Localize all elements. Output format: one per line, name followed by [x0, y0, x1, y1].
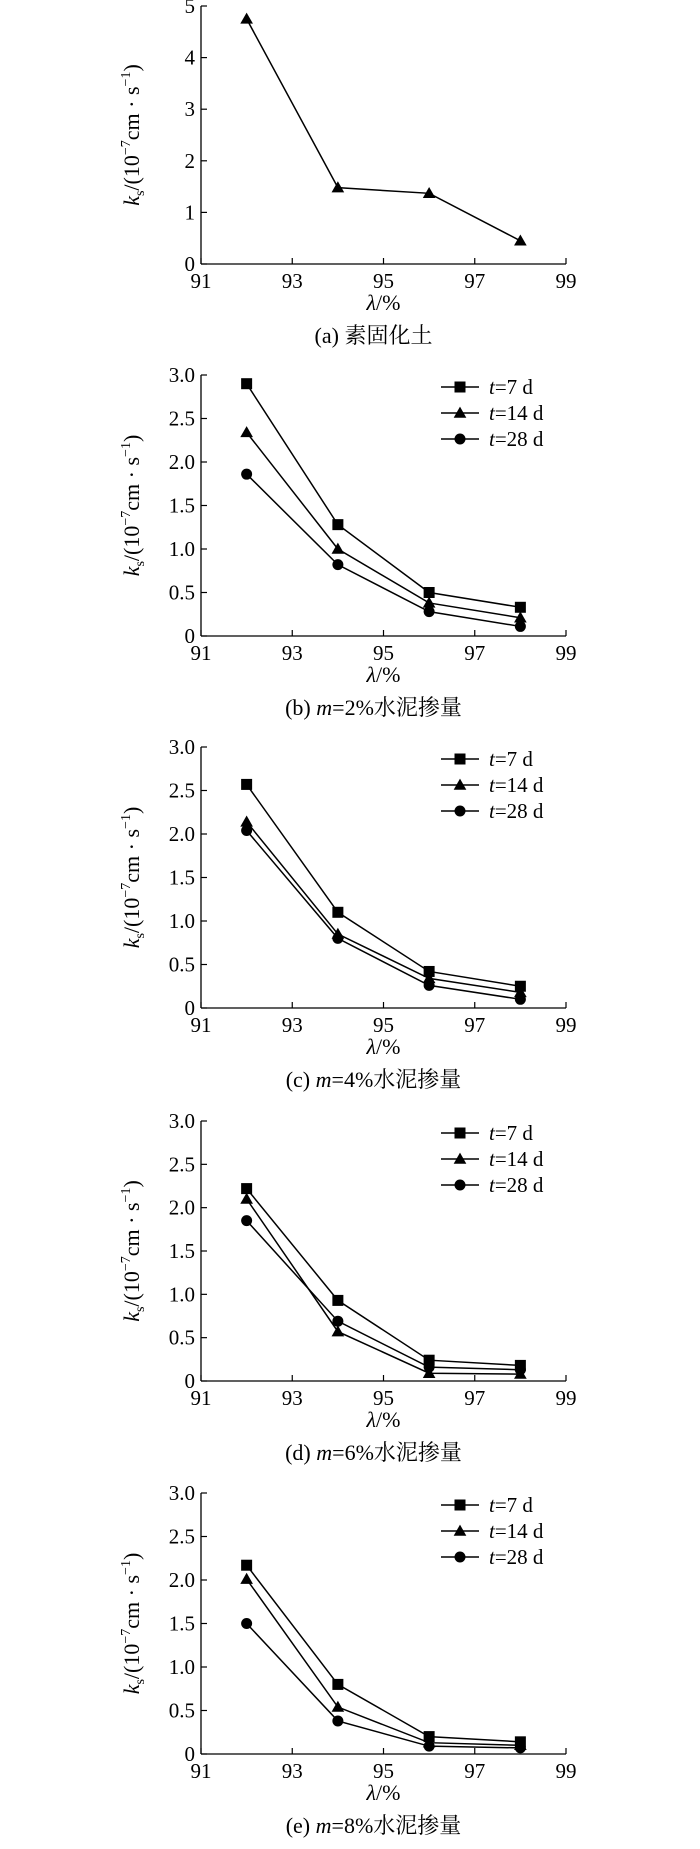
- chart-panel-4: [119, 1481, 577, 1838]
- x-tick-label: 97: [464, 269, 486, 293]
- panel-caption: (e) m=8%水泥掺量: [285, 1813, 462, 1838]
- x-tick-label: 91: [190, 1759, 212, 1783]
- y-tick-label: 1.5: [168, 1239, 195, 1263]
- y-tick-label: 0: [184, 252, 195, 276]
- y-tick-label: 1.5: [168, 493, 195, 518]
- data-point-1-1: [332, 1325, 345, 1336]
- y-tick-label: 1.0: [168, 1282, 195, 1307]
- data-point-0-0: [241, 1183, 252, 1194]
- y-tick-label: 0.5: [168, 1698, 195, 1723]
- y-axis-title: $k_s/(10^{-7}cm \cdot s^{-1})$: [119, 64, 148, 206]
- y-tick-label: 2.5: [168, 406, 195, 431]
- chart-panel-3: [119, 1109, 577, 1465]
- x-tick-label: 99: [555, 1013, 577, 1037]
- legend-marker: [455, 434, 466, 445]
- data-point-2-3: [515, 994, 526, 1005]
- y-tick-label: 2.0: [168, 822, 195, 846]
- y-tick-label: 1.5: [168, 1611, 195, 1636]
- data-point-1-2: [423, 597, 436, 608]
- x-axis-title: λ/%: [366, 1407, 401, 1432]
- data-point-2-1: [332, 1715, 343, 1726]
- y-tick-label: 2.5: [168, 778, 195, 803]
- y-tick-label: 5: [184, 0, 195, 18]
- y-tick-label: 1.0: [168, 909, 195, 933]
- y-tick-label: 3: [184, 97, 195, 122]
- y-tick-label: 0.5: [168, 952, 195, 977]
- legend-label: t=14 d: [489, 1147, 544, 1171]
- legend-label: t=28 d: [489, 1173, 544, 1197]
- x-tick-label: 99: [555, 1386, 577, 1410]
- x-tick-label: 99: [555, 641, 577, 665]
- y-tick-label: 2.0: [168, 450, 195, 474]
- data-point-2-2: [424, 980, 435, 991]
- data-point-2-0: [241, 469, 252, 480]
- data-point-1-0: [240, 426, 253, 437]
- legend-marker: [455, 1128, 466, 1139]
- series-line-0: [247, 1189, 521, 1366]
- x-axis-title: λ/%: [366, 290, 401, 315]
- y-tick-label: 0: [184, 1742, 195, 1766]
- legend-marker: [455, 806, 466, 817]
- y-tick-label: 2.0: [168, 1195, 195, 1220]
- legend-label: t=14 d: [489, 401, 544, 425]
- legend-marker: [455, 1552, 466, 1563]
- legend-label: t=7 d: [489, 747, 533, 771]
- data-point-0-3: [515, 602, 526, 613]
- data-point-1-1: [332, 1701, 345, 1712]
- y-tick-label: 3.0: [168, 363, 195, 387]
- y-tick-label: 1: [184, 200, 195, 225]
- legend-label: t=28 d: [489, 427, 544, 451]
- data-point-2-1: [332, 1316, 343, 1327]
- x-tick-label: 95: [373, 641, 394, 665]
- series-line-1: [247, 1579, 521, 1745]
- data-point-2-1: [332, 559, 343, 570]
- legend-label: t=7 d: [489, 375, 533, 399]
- x-tick-label: 97: [464, 641, 486, 665]
- x-axis-title: λ/%: [366, 1780, 401, 1805]
- x-tick-label: 93: [281, 641, 303, 665]
- x-tick-label: 91: [190, 1386, 212, 1410]
- y-tick-label: 3.0: [168, 1481, 195, 1505]
- legend-label: t=7 d: [489, 1121, 533, 1145]
- x-axis-title: λ/%: [366, 662, 401, 687]
- x-tick-label: 91: [190, 269, 212, 293]
- x-tick-label: 95: [373, 1759, 394, 1783]
- data-point-2-2: [424, 1362, 435, 1373]
- y-tick-label: 0.5: [168, 580, 195, 605]
- series-line-0: [247, 384, 521, 608]
- x-tick-label: 91: [190, 1013, 212, 1037]
- data-point-0-1: [332, 181, 345, 192]
- data-point-2-0: [241, 1618, 252, 1629]
- data-point-0-0: [240, 13, 253, 24]
- x-tick-label: 97: [464, 1386, 486, 1410]
- y-axis-title: $k_s/(10^{-7}cm \cdot s^{-1})$: [119, 1552, 148, 1695]
- x-tick-label: 93: [281, 269, 303, 293]
- y-tick-label: 0: [184, 624, 195, 648]
- y-tick-label: 3.0: [168, 735, 195, 759]
- series-line-1: [247, 1199, 521, 1374]
- data-point-1-0: [240, 1573, 253, 1584]
- legend-marker: [454, 1525, 467, 1536]
- legend-marker: [454, 779, 467, 790]
- legend-marker: [455, 1500, 466, 1511]
- data-point-2-0: [241, 825, 252, 836]
- legend-label: t=28 d: [489, 799, 544, 823]
- data-point-0-2: [424, 587, 435, 598]
- y-tick-label: 2: [184, 148, 195, 173]
- y-tick-label: 1.5: [168, 865, 195, 890]
- x-tick-label: 95: [373, 1386, 394, 1410]
- x-axis-title: λ/%: [366, 1034, 401, 1059]
- y-tick-label: 1.0: [168, 1655, 195, 1679]
- x-tick-label: 93: [281, 1013, 303, 1037]
- data-point-0-1: [332, 907, 343, 918]
- y-tick-label: 2.5: [168, 1524, 195, 1549]
- y-tick-label: 4: [184, 45, 195, 70]
- series-line-1: [247, 822, 521, 993]
- x-tick-label: 95: [373, 1013, 394, 1037]
- y-axis-title: $k_s/(10^{-7}cm \cdot s^{-1})$: [119, 1180, 148, 1322]
- series-line-0: [247, 1565, 521, 1742]
- x-tick-label: 97: [464, 1759, 486, 1783]
- y-axis-title: $k_s/(10^{-7}cm \cdot s^{-1})$: [119, 434, 148, 577]
- x-tick-label: 93: [281, 1759, 303, 1783]
- chart-panel-2: [119, 735, 577, 1092]
- y-tick-label: 3.0: [168, 1109, 195, 1133]
- legend-marker: [455, 754, 466, 765]
- series-line-2: [247, 474, 521, 626]
- data-point-2-3: [515, 1742, 526, 1753]
- legend-label: t=14 d: [489, 773, 544, 797]
- x-tick-label: 99: [555, 269, 577, 293]
- legend-label: t=7 d: [489, 1493, 533, 1517]
- data-point-0-0: [241, 1560, 252, 1571]
- data-point-0-1: [332, 519, 343, 530]
- chart-panel-1: [119, 363, 577, 720]
- panel-caption: (d) m=6%水泥掺量: [285, 1440, 462, 1465]
- x-tick-label: 95: [373, 269, 394, 293]
- legend-label: t=14 d: [489, 1519, 544, 1543]
- series-line-2: [247, 1221, 521, 1370]
- x-tick-label: 97: [464, 1013, 486, 1037]
- data-point-2-1: [332, 933, 343, 944]
- data-point-0-1: [332, 1679, 343, 1690]
- data-point-2-2: [424, 606, 435, 617]
- y-tick-label: 0: [184, 996, 195, 1020]
- y-tick-label: 1.0: [168, 537, 195, 561]
- y-tick-label: 0.5: [168, 1325, 195, 1350]
- x-tick-label: 99: [555, 1759, 577, 1783]
- legend-label: t=28 d: [489, 1545, 544, 1569]
- data-point-0-0: [241, 779, 252, 790]
- panel-caption: (a) 素固化土: [314, 323, 433, 348]
- data-point-2-0: [241, 1215, 252, 1226]
- legend-marker: [454, 407, 467, 418]
- legend-marker: [454, 1153, 467, 1164]
- series-line-2: [247, 1624, 521, 1748]
- legend-marker: [455, 382, 466, 393]
- panel-caption: (c) m=4%水泥掺量: [285, 1067, 462, 1092]
- data-point-0-1: [332, 1295, 343, 1306]
- data-point-0-3: [514, 234, 527, 245]
- data-point-2-2: [424, 1741, 435, 1752]
- data-point-2-3: [515, 621, 526, 632]
- panel-caption: (b) m=2%水泥掺量: [285, 695, 462, 720]
- data-point-0-0: [241, 378, 252, 389]
- series-line-1: [247, 432, 521, 617]
- y-tick-label: 2.5: [168, 1152, 195, 1177]
- x-tick-label: 93: [281, 1386, 303, 1410]
- y-tick-label: 2.0: [168, 1568, 195, 1592]
- legend-marker: [455, 1180, 466, 1191]
- y-tick-label: 0: [184, 1369, 195, 1393]
- chart-panel-0: [119, 0, 577, 348]
- x-tick-label: 91: [190, 641, 212, 665]
- y-axis-title: $k_s/(10^{-7}cm \cdot s^{-1})$: [119, 806, 148, 949]
- data-point-2-3: [515, 1364, 526, 1375]
- series-line-0: [247, 19, 521, 241]
- series-line-2: [247, 831, 521, 1000]
- data-point-1-0: [240, 815, 253, 826]
